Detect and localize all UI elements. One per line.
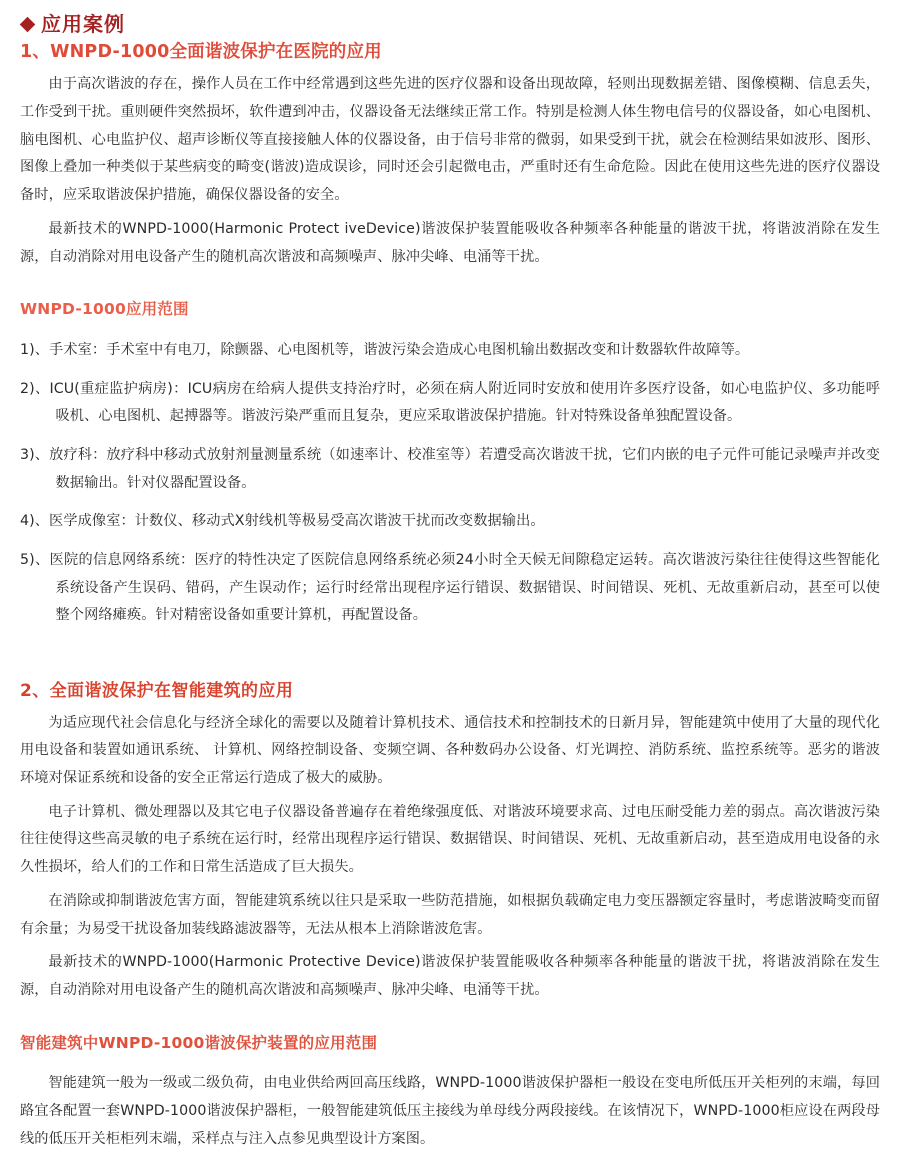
page-title-text: 应用案例: [41, 12, 125, 36]
section-2-paragraph-1: 为适应现代社会信息化与经济全球化的需要以及随着计算机技术、通信技术和控制技术的日新月异，智能建筑中使用了大量的现代化用电设备和装置如通讯系统、 计算机、网络控制设备、变频空调、各种数码办公设备、灯光调控、消防系统、监控系统等。恶劣的谐波环境对保证系统和设备的安全正常运行造成了极大的威胁。: [20, 714, 880, 787]
section-1-subheading: WNPD-1000应用范围: [20, 300, 189, 319]
section-1-paragraph-1: 由于高次谐波的存在，操作人员在工作中经常遇到这些先进的医疗仪器和设备出现故障，轻则出现数据差错、图像模糊、信息丢失，工作受到干扰。重则硬件突然损坏，软件遭到冲击，仪器设备无法继续正常工作。特别是检测人体生物电信号的仪器设备，如心电图机、脑电图机、心电监护仪、超声诊断仪等直接接触人体的仪器设备，由于信号非常的微弱，如果受到干扰，就会在检测结果如波形、图形、图像上叠加一种类似于某些病变的畸变(谐波)造成误诊，同时还会引起微电击，严重时还有生命危险。因此在使用这些先进的医疗仪器设备时，应采取谐波保护措施，确保仪器设备的安全。: [20, 76, 880, 204]
spacer: [20, 327, 880, 337]
section-1-heading: 1、WNPD-1000全面谐波保护在医院的应用: [20, 42, 382, 62]
section-1-list: [20, 337, 880, 630]
page-title: [22, 12, 880, 36]
spacer: [20, 277, 880, 299]
section-2-paragraph-2: 电子计算机、微处理器以及其它电子仪器设备普遍存在着绝缘强度低、对谐波环境要求高、过电压耐受能力差的弱点。高次谐波污染往往使得这些高灵敏的电子系统在运行时，经常出现程序运行错误、数据错误、时间错误、死机、无故重新启动，甚至造成用电设备的永久性损坏，给人们的工作和日常生活造成了巨大损失。: [20, 803, 880, 876]
section-2-heading: 2、全面谐波保护在智能建筑的应用: [20, 681, 294, 702]
list-item: 4)、医学成像室：计数仪、移动式X射线机等极易受高次谐波干扰而改变数据输出。: [20, 513, 545, 530]
section-2-subheading: 智能建筑中WNPD-1000谐波保护装置的应用范围: [20, 1033, 378, 1052]
list-item: 5)、医院的信息网络系统：医疗的特性决定了医院信息网络系统必须24小时全天候无间隙稳定运转。高次谐波污染往往使得这些智能化系统设备产生误码、错码，产生误动作；运行时经常出现程序运行错误、数据错误、时间错误、死机、无故重新启动，甚至可以使整个网络瘫痪。针对精密设备如重要计算机，再配置设备。: [20, 552, 880, 624]
list-item: 3)、放疗科：放疗科中移动式放射剂量测量系统（如速率计、校准室等）若遭受高次谐波干扰，它们内嵌的电子元件可能记录噪声并改变数据输出。针对仪器配置设备。: [20, 446, 880, 491]
spacer: [20, 641, 880, 675]
list-item: 2)、ICU(重症监护病房)：ICU病房在给病人提供支持治疗时，必须在病人附近同时安放和使用许多医疗设备，如心电监护仪、多功能呼吸机、心电图机、起搏器等。谐波污染严重而且复杂，更应采取谐波保护措施。针对特殊设备单独配置设备。: [20, 380, 880, 425]
diamond-icon: [20, 16, 36, 32]
section-2-closing-paragraph: 智能建筑一般为一级或二级负荷，由电业供给两回高压线路，WNPD-1000谐波保护器柜一般设在变电所低压开关柜列的末端，每回路宜各配置一套WNPD-1000谐波保护器柜，一般智能建筑低压主接线为单母线分两段接线。在该情况下，WNPD-1000柜应设在两段母线的低压开关柜柜列末端，采样点与注入点参见典型设计方案图。: [20, 1075, 880, 1147]
spacer: [20, 1060, 880, 1070]
spacer: [20, 1011, 880, 1033]
list-item: 1)、手术室：手术室中有电刀，除颤器、心电图机等，谐波污染会造成心电图机输出数据改变和计数器软件故障等。: [20, 341, 750, 358]
section-2-paragraph-3: 在消除或抑制谐波危害方面，智能建筑系统以往只是采取一些防范措施，如根据负载确定电力变压器额定容量时，考虑谐波畸变而留有余量；为易受干扰设备加装线路滤波器等，无法从根本上消除谐波危害。: [20, 892, 880, 937]
section-2-paragraph-4: 最新技术的WNPD-1000(Harmonic Protective Device)谐波保护装置能吸收各种频率各种能量的谐波干扰，将谐波消除在发生源，自动消除对用电设备产生的随机高次谐波和高频噪声、脉冲尖峰、电涌等干扰。: [20, 954, 880, 998]
section-1-paragraph-2: 最新技术的WNPD-1000(Harmonic Protect iveDevice)谐波保护装置能吸收各种频率各种能量的谐波干扰，将谐波消除在发生源，自动消除对用电设备产生的随机高次谐波和高频噪声、脉冲尖峰、电涌等干扰。: [20, 220, 880, 265]
